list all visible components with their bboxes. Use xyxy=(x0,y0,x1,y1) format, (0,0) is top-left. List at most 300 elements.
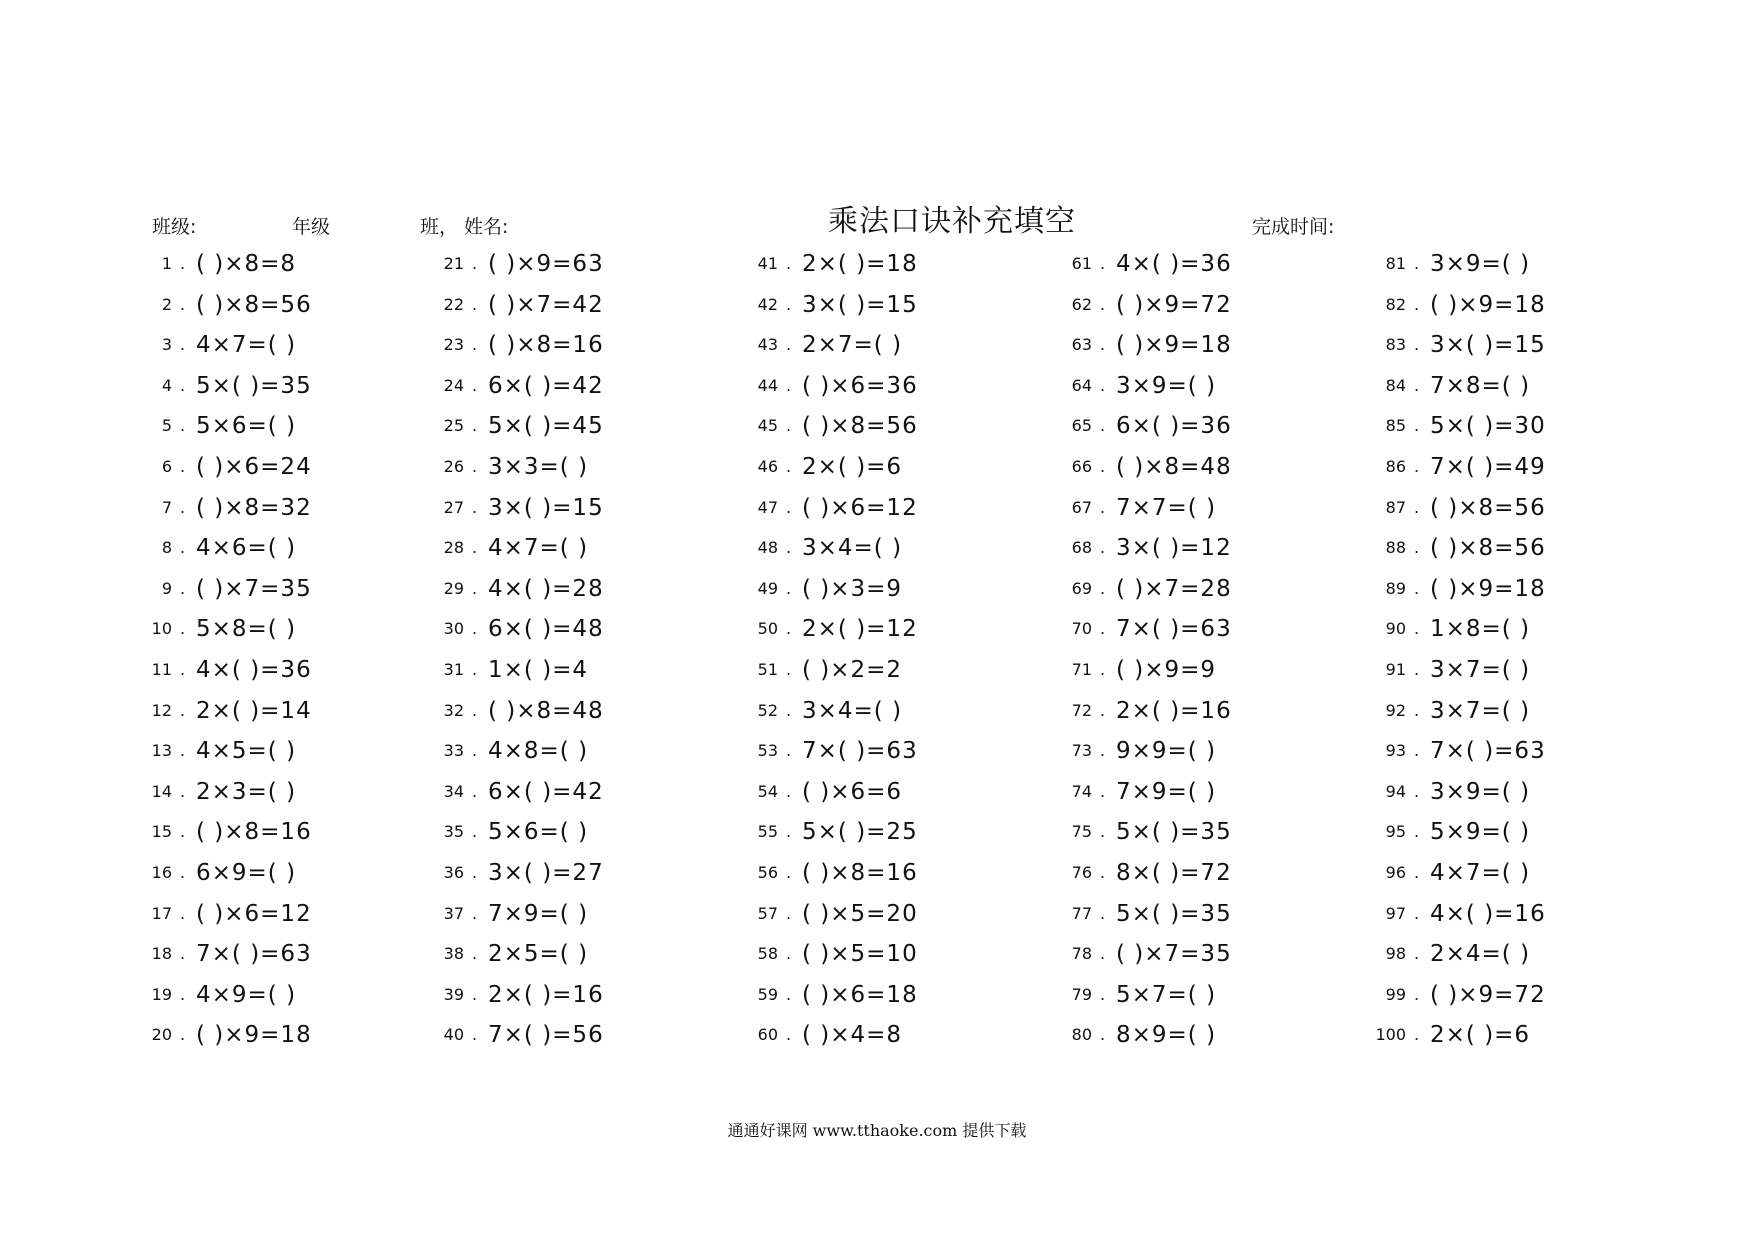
problem-item xyxy=(124,975,414,1016)
problem-separator: . xyxy=(1100,375,1106,395)
problem-number: 48 xyxy=(757,538,778,558)
problem-expression: ( )×6=6 xyxy=(802,778,903,805)
problem-number: 28 xyxy=(443,538,464,558)
problem-separator: . xyxy=(1414,862,1420,882)
problem-item xyxy=(416,285,706,326)
problem-separator: . xyxy=(180,538,186,558)
problem-expression: ( )×8=56 xyxy=(802,413,918,440)
problem-item xyxy=(1358,285,1648,326)
problem-number: 72 xyxy=(1071,700,1092,720)
problem-separator: . xyxy=(472,659,478,679)
problem-separator: . xyxy=(1414,578,1420,598)
problem-item xyxy=(124,609,414,650)
problem-item xyxy=(730,285,1020,326)
problem-item xyxy=(416,609,706,650)
problem-column-3 xyxy=(730,244,1020,1056)
problem-item xyxy=(124,569,414,610)
problem-item xyxy=(416,894,706,935)
problem-number: 31 xyxy=(443,659,464,679)
problem-separator: . xyxy=(786,497,792,517)
problem-expression: 3×9=( ) xyxy=(1430,778,1531,805)
problem-expression: 6×( )=36 xyxy=(1116,413,1232,440)
problem-separator: . xyxy=(1414,254,1420,273)
problem-number: 42 xyxy=(757,294,778,314)
problem-expression: ( )×7=35 xyxy=(196,575,312,602)
problem-separator: . xyxy=(1100,700,1106,720)
problem-item xyxy=(124,406,414,447)
problem-number: 41 xyxy=(757,254,778,273)
problem-number: 9 xyxy=(161,578,172,598)
problem-expression: 7×7=( ) xyxy=(1116,494,1217,521)
problem-number: 81 xyxy=(1385,254,1406,273)
problem-separator: . xyxy=(180,944,186,964)
problem-number: 60 xyxy=(757,1025,778,1045)
problem-number: 13 xyxy=(151,741,172,761)
problem-number: 78 xyxy=(1071,944,1092,964)
problem-separator: . xyxy=(1100,538,1106,558)
problem-separator: . xyxy=(180,1025,186,1045)
problem-number: 8 xyxy=(161,538,172,558)
problem-item xyxy=(730,731,1020,772)
problem-separator: . xyxy=(1100,456,1106,476)
problem-number: 21 xyxy=(443,254,464,273)
problem-item xyxy=(1044,285,1334,326)
problem-expression: 4×8=( ) xyxy=(488,738,589,765)
problem-item xyxy=(730,569,1020,610)
problem-separator: . xyxy=(786,538,792,558)
problem-separator: . xyxy=(472,822,478,842)
problem-expression: ( )×7=42 xyxy=(488,291,604,318)
problem-separator: . xyxy=(786,416,792,436)
problem-expression: 5×( )=35 xyxy=(1116,819,1232,846)
problem-separator: . xyxy=(1100,497,1106,517)
problem-number: 34 xyxy=(443,781,464,801)
problem-item xyxy=(124,772,414,813)
problem-separator: . xyxy=(1414,538,1420,558)
problem-expression: 2×( )=6 xyxy=(802,453,903,480)
problem-expression: ( )×8=56 xyxy=(1430,535,1546,562)
problem-separator: . xyxy=(1414,659,1420,679)
problem-item xyxy=(1044,528,1334,569)
problem-separator: . xyxy=(180,254,186,273)
problem-separator: . xyxy=(786,294,792,314)
problem-expression: 7×9=( ) xyxy=(1116,778,1217,805)
problem-item xyxy=(730,812,1020,853)
problem-item xyxy=(124,934,414,975)
problem-item xyxy=(730,1015,1020,1056)
problem-number: 36 xyxy=(443,862,464,882)
problem-expression: 7×( )=63 xyxy=(1430,738,1546,765)
problem-expression: 2×( )=12 xyxy=(802,616,918,643)
problem-column-5 xyxy=(1358,244,1648,1056)
problem-number: 93 xyxy=(1385,741,1406,761)
problem-separator: . xyxy=(1414,984,1420,1004)
problem-item xyxy=(1044,975,1334,1016)
problem-item xyxy=(416,325,706,366)
problem-separator: . xyxy=(1100,659,1106,679)
problem-number: 82 xyxy=(1385,294,1406,314)
problem-expression: 5×9=( ) xyxy=(1430,819,1531,846)
problem-item xyxy=(1358,731,1648,772)
problem-expression: 8×( )=72 xyxy=(1116,859,1232,886)
problem-separator: . xyxy=(180,416,186,436)
problem-item xyxy=(1044,853,1334,894)
problem-expression: 3×9=( ) xyxy=(1116,372,1217,399)
problem-number: 7 xyxy=(161,497,172,517)
problem-number: 85 xyxy=(1385,416,1406,436)
problem-expression: 7×8=( ) xyxy=(1430,372,1531,399)
problem-expression: 7×( )=63 xyxy=(802,738,918,765)
problem-item xyxy=(1044,934,1334,975)
problem-separator: . xyxy=(472,254,478,273)
problem-item xyxy=(1358,528,1648,569)
problem-separator: . xyxy=(472,416,478,436)
problem-separator: . xyxy=(786,822,792,842)
problem-number: 86 xyxy=(1385,456,1406,476)
problem-item xyxy=(1358,569,1648,610)
problem-expression: ( )×6=36 xyxy=(802,372,918,399)
grade-label: 年级 xyxy=(292,216,331,238)
problem-expression: 4×( )=36 xyxy=(1116,251,1232,277)
problem-item xyxy=(1358,812,1648,853)
problem-number: 46 xyxy=(757,456,778,476)
problem-item xyxy=(1358,366,1648,407)
problem-expression: 3×( )=27 xyxy=(488,859,604,886)
problem-item xyxy=(124,812,414,853)
problem-number: 66 xyxy=(1071,456,1092,476)
problem-expression: 2×( )=18 xyxy=(802,251,918,277)
problem-separator: . xyxy=(472,741,478,761)
problem-number: 58 xyxy=(757,944,778,964)
problem-item xyxy=(124,1015,414,1056)
problem-number: 68 xyxy=(1071,538,1092,558)
problem-number: 90 xyxy=(1385,619,1406,639)
problem-number: 80 xyxy=(1071,1025,1092,1045)
problem-number: 27 xyxy=(443,497,464,517)
problem-item xyxy=(124,894,414,935)
problem-separator: . xyxy=(1100,335,1106,355)
problem-item xyxy=(1358,244,1648,285)
problem-expression: ( )×9=18 xyxy=(1430,575,1546,602)
problem-separator: . xyxy=(180,781,186,801)
problem-number: 49 xyxy=(757,578,778,598)
problem-expression: 5×( )=25 xyxy=(802,819,918,846)
problem-column-1 xyxy=(124,244,414,1056)
problem-number: 70 xyxy=(1071,619,1092,639)
problem-separator: . xyxy=(180,335,186,355)
problem-expression: 4×7=( ) xyxy=(488,535,589,562)
problem-item xyxy=(730,691,1020,732)
problem-separator: . xyxy=(1100,944,1106,964)
problem-number: 12 xyxy=(151,700,172,720)
problem-number: 91 xyxy=(1385,659,1406,679)
problem-separator: . xyxy=(786,335,792,355)
problem-number: 74 xyxy=(1071,781,1092,801)
problem-number: 51 xyxy=(757,659,778,679)
problem-expression: ( )×9=63 xyxy=(488,251,604,277)
problem-expression: ( )×9=72 xyxy=(1116,291,1232,318)
problem-item xyxy=(124,528,414,569)
problem-separator: . xyxy=(1414,903,1420,923)
problem-item xyxy=(124,244,414,285)
problem-expression: 7×9=( ) xyxy=(488,900,589,927)
problem-separator: . xyxy=(786,984,792,1004)
problem-separator: . xyxy=(1100,862,1106,882)
problem-item xyxy=(416,772,706,813)
problem-separator: . xyxy=(1100,781,1106,801)
problem-separator: . xyxy=(180,700,186,720)
problem-number: 17 xyxy=(151,903,172,923)
problem-expression: ( )×7=28 xyxy=(1116,575,1232,602)
problem-item xyxy=(1044,244,1334,285)
problem-number: 16 xyxy=(151,862,172,882)
problem-expression: 1×8=( ) xyxy=(1430,616,1531,643)
problem-number: 23 xyxy=(443,335,464,355)
problem-item xyxy=(1044,772,1334,813)
problem-number: 100 xyxy=(1375,1025,1406,1045)
problem-expression: 3×3=( ) xyxy=(488,453,589,480)
problem-number: 54 xyxy=(757,781,778,801)
problem-separator: . xyxy=(1100,578,1106,598)
problem-expression: ( )×8=32 xyxy=(196,494,312,521)
problem-number: 6 xyxy=(161,456,172,476)
problem-number: 25 xyxy=(443,416,464,436)
problem-item xyxy=(730,406,1020,447)
problem-number: 35 xyxy=(443,822,464,842)
problem-number: 75 xyxy=(1071,822,1092,842)
problem-number: 73 xyxy=(1071,741,1092,761)
problem-number: 63 xyxy=(1071,335,1092,355)
problem-expression: 7×( )=56 xyxy=(488,1022,604,1049)
problem-expression: ( )×9=18 xyxy=(1116,332,1232,359)
problem-separator: . xyxy=(472,456,478,476)
page-title: 乘法口诀补充填空 xyxy=(828,204,1076,239)
problem-separator: . xyxy=(180,659,186,679)
problem-separator: . xyxy=(786,578,792,598)
problem-expression: 5×6=( ) xyxy=(196,413,297,440)
problem-expression: ( )×8=56 xyxy=(196,291,312,318)
problem-item xyxy=(1358,975,1648,1016)
problem-column-2 xyxy=(416,244,706,1056)
problem-number: 92 xyxy=(1385,700,1406,720)
problem-separator: . xyxy=(786,1025,792,1045)
problem-expression: 8×9=( ) xyxy=(1116,1022,1217,1049)
problem-separator: . xyxy=(1414,619,1420,639)
problem-number: 87 xyxy=(1385,497,1406,517)
problem-expression: 2×4=( ) xyxy=(1430,941,1531,968)
problem-expression: ( )×6=18 xyxy=(802,981,918,1008)
problem-item xyxy=(1358,325,1648,366)
problem-number: 15 xyxy=(151,822,172,842)
problem-number: 88 xyxy=(1385,538,1406,558)
problem-separator: . xyxy=(472,538,478,558)
problem-separator: . xyxy=(786,741,792,761)
problem-expression: ( )×5=10 xyxy=(802,941,918,968)
problem-item xyxy=(124,447,414,488)
problem-item xyxy=(416,569,706,610)
problem-expression: ( )×8=16 xyxy=(488,332,604,359)
problem-separator: . xyxy=(472,944,478,964)
problem-item xyxy=(1358,406,1648,447)
problem-item xyxy=(730,366,1020,407)
problem-number: 53 xyxy=(757,741,778,761)
problem-number: 69 xyxy=(1071,578,1092,598)
problem-separator: . xyxy=(1414,335,1420,355)
problem-item xyxy=(124,488,414,529)
problem-number: 45 xyxy=(757,416,778,436)
problem-expression: ( )×4=8 xyxy=(802,1022,903,1049)
problem-expression: 4×7=( ) xyxy=(196,332,297,359)
problem-expression: ( )×7=35 xyxy=(1116,941,1232,968)
problem-item xyxy=(416,812,706,853)
problem-item xyxy=(730,894,1020,935)
problem-item xyxy=(1044,812,1334,853)
problem-item xyxy=(1044,731,1334,772)
problem-expression: 1×( )=4 xyxy=(488,656,589,683)
completion-time-label: 完成时间: xyxy=(1252,216,1335,238)
problem-item xyxy=(416,1015,706,1056)
problem-item xyxy=(416,975,706,1016)
problem-expression: ( )×8=16 xyxy=(802,859,918,886)
problem-separator: . xyxy=(1100,1025,1106,1045)
problem-separator: . xyxy=(786,375,792,395)
problem-separator: . xyxy=(180,294,186,314)
problem-expression: ( )×6=24 xyxy=(196,453,312,480)
problem-separator: . xyxy=(180,619,186,639)
problem-separator: . xyxy=(1100,294,1106,314)
problem-item xyxy=(1044,691,1334,732)
problem-separator: . xyxy=(180,375,186,395)
footer-source: 通通好课网 www.tthaoke.com 提供下载 xyxy=(727,1121,1027,1140)
problem-item xyxy=(730,934,1020,975)
problem-expression: 6×( )=48 xyxy=(488,616,604,643)
problem-separator: . xyxy=(1100,903,1106,923)
problem-item xyxy=(1358,488,1648,529)
problem-separator: . xyxy=(180,497,186,517)
problem-number: 5 xyxy=(161,416,172,436)
problem-number: 26 xyxy=(443,456,464,476)
problem-number: 84 xyxy=(1385,375,1406,395)
problem-expression: ( )×3=9 xyxy=(802,575,903,602)
problem-number: 37 xyxy=(443,903,464,923)
problem-expression: 3×7=( ) xyxy=(1430,656,1531,683)
problem-separator: . xyxy=(180,903,186,923)
problem-separator: . xyxy=(786,862,792,882)
problem-number: 79 xyxy=(1071,984,1092,1004)
problem-number: 65 xyxy=(1071,416,1092,436)
problem-item xyxy=(1044,488,1334,529)
problem-item xyxy=(124,691,414,732)
problem-expression: 4×( )=28 xyxy=(488,575,604,602)
problem-number: 20 xyxy=(151,1025,172,1045)
problem-number: 4 xyxy=(161,375,172,395)
problem-separator: . xyxy=(786,619,792,639)
problem-separator: . xyxy=(786,781,792,801)
problem-expression: 7×( )=63 xyxy=(196,941,312,968)
problem-expression: 5×( )=35 xyxy=(196,372,312,399)
problem-item xyxy=(730,447,1020,488)
problem-item xyxy=(730,975,1020,1016)
problem-item xyxy=(124,731,414,772)
problem-expression: 2×5=( ) xyxy=(488,941,589,968)
problem-separator: . xyxy=(1100,254,1106,273)
problem-item xyxy=(730,772,1020,813)
problem-item xyxy=(1358,853,1648,894)
problem-number: 10 xyxy=(151,619,172,639)
problem-item xyxy=(1358,894,1648,935)
problem-separator: . xyxy=(472,375,478,395)
problem-separator: . xyxy=(1414,375,1420,395)
problem-separator: . xyxy=(1100,822,1106,842)
problem-item xyxy=(730,528,1020,569)
problem-expression: ( )×9=18 xyxy=(1430,291,1546,318)
problem-expression: 7×( )=63 xyxy=(1116,616,1232,643)
problem-number: 52 xyxy=(757,700,778,720)
problem-item xyxy=(1044,894,1334,935)
problem-separator: . xyxy=(786,944,792,964)
problem-item xyxy=(124,285,414,326)
problem-number: 2 xyxy=(161,294,172,314)
problem-expression: ( )×9=9 xyxy=(1116,656,1217,683)
problem-number: 30 xyxy=(443,619,464,639)
problem-item xyxy=(1358,934,1648,975)
problem-expression: 2×( )=16 xyxy=(488,981,604,1008)
problem-item xyxy=(1044,447,1334,488)
problem-separator: . xyxy=(180,984,186,1004)
problem-number: 99 xyxy=(1385,984,1406,1004)
problem-expression: 2×( )=6 xyxy=(1430,1022,1531,1049)
problem-separator: . xyxy=(786,254,792,273)
problem-expression: 3×( )=15 xyxy=(802,291,918,318)
problem-number: 43 xyxy=(757,335,778,355)
problem-expression: 4×( )=36 xyxy=(196,656,312,683)
problem-expression: ( )×8=8 xyxy=(196,251,297,277)
problem-item xyxy=(416,650,706,691)
problem-expression: 4×7=( ) xyxy=(1430,859,1531,886)
problem-number: 67 xyxy=(1071,497,1092,517)
problem-expression: 5×8=( ) xyxy=(196,616,297,643)
problem-separator: . xyxy=(1414,456,1420,476)
problem-separator: . xyxy=(472,862,478,882)
problem-number: 89 xyxy=(1385,578,1406,598)
problem-expression: ( )×6=12 xyxy=(802,494,918,521)
problem-separator: . xyxy=(1100,416,1106,436)
problem-expression: 6×( )=42 xyxy=(488,778,604,805)
problem-number: 57 xyxy=(757,903,778,923)
problem-number: 24 xyxy=(443,375,464,395)
problem-separator: . xyxy=(786,903,792,923)
problem-expression: 9×9=( ) xyxy=(1116,738,1217,765)
problem-separator: . xyxy=(472,1025,478,1045)
problem-item xyxy=(416,731,706,772)
problem-number: 19 xyxy=(151,984,172,1004)
problem-item xyxy=(1044,569,1334,610)
problem-item xyxy=(416,488,706,529)
problem-expression: 3×( )=15 xyxy=(1430,332,1546,359)
problem-expression: 2×3=( ) xyxy=(196,778,297,805)
problem-expression: 5×( )=45 xyxy=(488,413,604,440)
problem-number: 14 xyxy=(151,781,172,801)
problem-item xyxy=(730,325,1020,366)
problem-separator: . xyxy=(472,578,478,598)
problem-expression: 5×( )=30 xyxy=(1430,413,1546,440)
problem-item xyxy=(730,853,1020,894)
problem-number: 95 xyxy=(1385,822,1406,842)
problem-separator: . xyxy=(1414,416,1420,436)
problem-number: 94 xyxy=(1385,781,1406,801)
problem-separator: . xyxy=(180,862,186,882)
problem-number: 38 xyxy=(443,944,464,964)
